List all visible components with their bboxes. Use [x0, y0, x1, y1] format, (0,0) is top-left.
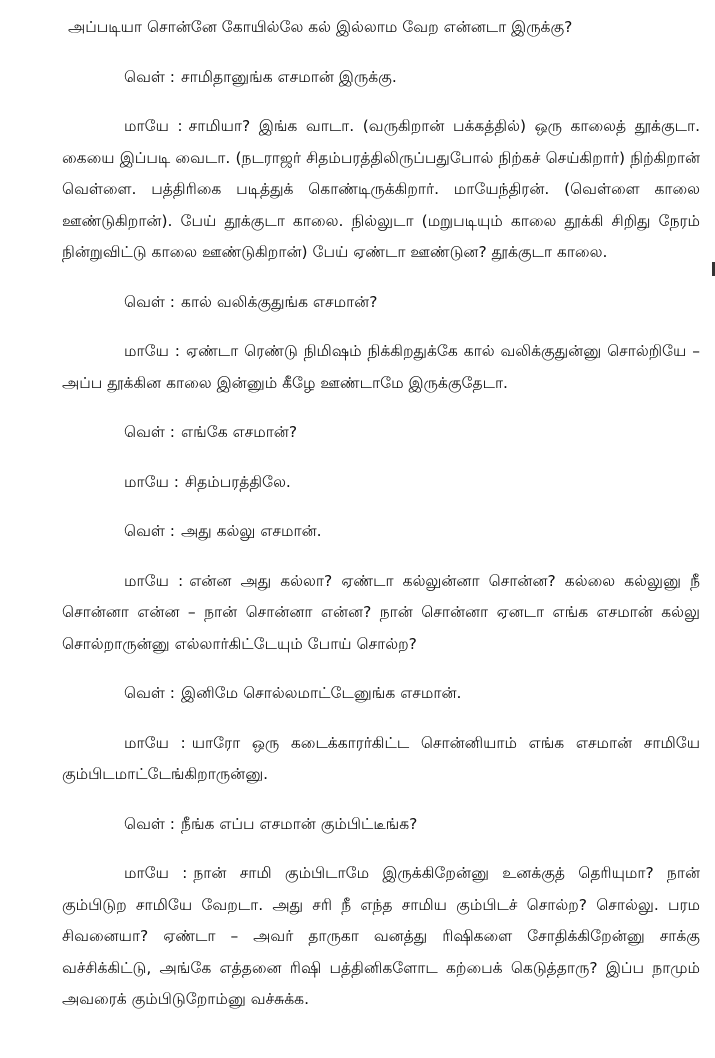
paragraph: [62, 62, 700, 94]
document-page: [62, 12, 700, 1034]
paragraph: [62, 12, 700, 44]
paragraph-text: சிதம்பரத்திலே.: [185, 472, 291, 491]
speaker-label: மாயே :: [124, 342, 181, 360]
paragraph: [62, 678, 700, 710]
speaker-label: வெள் :: [124, 423, 176, 441]
speaker-label: வெள் :: [124, 814, 176, 833]
paragraph: [62, 336, 700, 399]
paragraph: [62, 809, 700, 841]
speaker-label: வெள் :: [124, 292, 176, 311]
paragraph-text: என்ன அது கல்லா? ஏண்டா கல்லுன்னா சொன்ன? கல்லை கல்லுனு நீ சொன்னா என்ன – நான் சொன்னா என்ன? நான் சொன்னா ஏனடா எங்க எசமான் கல்லு சொல்றாருன்னு எல்லார்கிட்டேயும் போய் சொல்ற?: [62, 571, 700, 653]
speaker-label: மாயே :: [124, 864, 188, 882]
speaker-label: மாயே :: [124, 571, 184, 590]
paragraph-text: எங்கே எசமான்?: [181, 423, 298, 441]
speaker-label: வெள் :: [124, 684, 176, 702]
paragraph-text: நான் சாமி கும்பிடாமே இருக்கிறேன்னு உனக்குத் தெரியுமா? நான் கும்பிடுற சாமியே வேறடா. அது சரி நீ எந்த சாமிய கும்பிடச் சொல்ற? சொல்லு. பரம சிவனையா? ஏண்டா – அவர் தாருகா வனத்து ரிஷிகளை சோதிக்கிறேன்னு சாக்கு வச்சிக்கிட்டு, அங்கே எத்தனை ரிஷி பத்தினிகளோட கற்பைக் கெடுத்தாரு? இப்ப நாமும் அவரைக் கும்பிடுறோம்னு வச்சுக்க.: [62, 864, 701, 1008]
paragraph-text: சாமிதானுங்க எசமான் இருக்கு.: [181, 67, 397, 86]
paragraph-text: அது கல்லு எசமான்.: [181, 522, 322, 540]
speaker-label: வெள் :: [124, 67, 176, 86]
paragraph-text: அப்படியா சொன்னே கோயில்லே கல் இல்லாம வேற என்னடா இருக்கு?: [68, 18, 573, 36]
paragraph-text: யாரோ ஒரு கடைக்காரர்கிட்ட சொன்னியாம் எங்க எசமான் சாமியே கும்பிடமாட்டேங்கிறாருன்னு.: [62, 733, 701, 783]
paragraph-text: நீங்க எப்ப எசமான் கும்பிட்டீங்க?: [181, 814, 418, 833]
paragraph: [62, 566, 700, 661]
paragraph: [62, 417, 700, 449]
paragraph: [62, 467, 700, 499]
paragraph: [62, 728, 700, 791]
paragraph: [62, 111, 700, 269]
paragraph: [62, 516, 700, 548]
paragraph-text: இனிமே சொல்லமாட்டேனுங்க எசமான்.: [181, 684, 462, 702]
speaker-label: வெள் :: [124, 522, 176, 540]
speaker-label: மாயே :: [124, 117, 183, 135]
paragraph: [62, 287, 700, 319]
paragraph: [62, 858, 700, 1016]
paragraph-text: சாமியா? இங்க வாடா. (வருகிறான் பக்கத்தில்) ஒரு காலைத் தூக்குடா. கையை இப்படி வைடா. (நடராஜர் சிதம்பரத்திலிருப்பதுபோல் நிற்கச் செய்கிறார்) நிற்கிறான் வெள்ளை. பத்திரிகை படித்துக் கொண்டிருக்கிறார். மாயேந்திரன். (வெள்ளை காலை ஊண்டுகிறான்). பேய் தூக்குடா காலை. நில்லுடா (மறுபடியும் காலை தூக்கி சிறிது நேரம் நின்றுவிட்டு காலை ஊண்டுகிறான்) பேய் ஏண்டா ஊண்டுன? தூக்குடா காலை.: [62, 117, 701, 261]
paragraph-text: ஏண்டா ரெண்டு நிமிஷம் நிக்கிறதுக்கே கால் வலிக்குதுன்னு சொல்றியே – அப்ப தூக்கின காலை இன்னும் கீழே ஊண்டாமே இருக்குதேடா.: [62, 342, 701, 392]
paragraph-text: கால் வலிக்குதுங்க எசமான்?: [181, 292, 378, 311]
speaker-label: மாயே :: [124, 733, 186, 752]
speaker-label: மாயே :: [124, 472, 180, 491]
